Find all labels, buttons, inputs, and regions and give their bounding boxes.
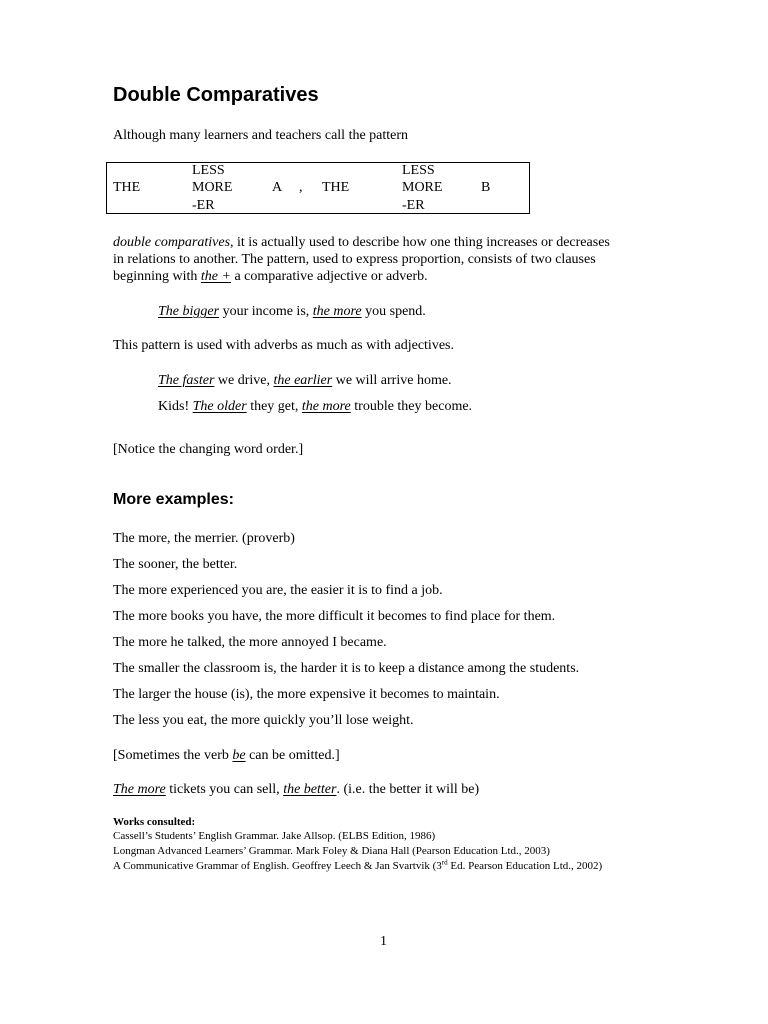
example-sentence-2: The faster we drive, the earlier we will arrive home. xyxy=(158,373,452,388)
more-example: The more experienced you are, the easier it is to find a job. xyxy=(113,583,443,598)
reference-item: Longman Advanced Learners’ Grammar. Mark Foley & Diana Hall (Pearson Education Ltd., 2003) xyxy=(113,845,550,857)
more-example: The less you eat, the more quickly you’ll lose weight. xyxy=(113,713,414,728)
description-line-2: in relations to another. The pattern, used to express proportion, consists of two clauses xyxy=(113,252,596,267)
pattern-comma: , xyxy=(299,180,303,195)
pattern-er-right: -ER xyxy=(402,198,425,213)
term-double-comparatives: double comparatives xyxy=(113,235,231,250)
the-plus-phrase: the + xyxy=(200,269,231,284)
pattern-more-left: MORE xyxy=(192,180,233,195)
pattern-more-right: MORE xyxy=(402,180,443,195)
pattern-er-left: -ER xyxy=(192,198,215,213)
pattern-the-left: THE xyxy=(113,180,141,195)
more-example: The smaller the classroom is, the harder it is to keep a distance among the students. xyxy=(113,661,580,676)
works-consulted-heading: Works consulted: xyxy=(113,816,196,828)
pattern-box xyxy=(106,162,530,214)
reference-item: A Communicative Grammar of English. Geoffrey Leech & Jan Svartvik (3rd Ed. Pearson Education Ltd., 2002) xyxy=(113,858,603,872)
example-sentence-3: Kids! The older they get, the more trouble they become. xyxy=(158,399,473,414)
more-example: The more he talked, the more annoyed I became. xyxy=(113,635,387,650)
more-example: The more, the merrier. (proverb) xyxy=(113,531,295,546)
description-line-1: double comparatives, it is actually used to describe how one thing increases or decreases xyxy=(113,235,610,250)
intro-text: Although many learners and teachers call the pattern xyxy=(113,128,409,143)
example-sentence-4: The more tickets you can sell, the better. (i.e. the better it will be) xyxy=(113,782,480,797)
pattern-the-right: THE xyxy=(322,180,350,195)
pattern-less-left: LESS xyxy=(192,163,225,178)
omit-verb-note: [Sometimes the verb be can be omitted.] xyxy=(113,748,340,763)
word-order-note: [Notice the changing word order.] xyxy=(113,442,304,457)
pattern-a: A xyxy=(272,180,283,195)
example-sentence-1: The bigger your income is, the more you spend. xyxy=(158,304,426,319)
page-number: 1 xyxy=(380,934,387,949)
page-title: Double Comparatives xyxy=(113,84,319,106)
pattern-b: B xyxy=(481,180,491,195)
more-examples-heading: More examples: xyxy=(113,491,234,508)
more-example: The larger the house (is), the more expensive it becomes to maintain. xyxy=(113,687,500,702)
description-line-3: beginning with the + a comparative adjective or adverb. xyxy=(113,269,428,284)
reference-item: Cassell’s Students’ English Grammar. Jake Allsop. (ELBS Edition, 1986) xyxy=(113,830,436,842)
adverbs-note: This pattern is used with adverbs as much as with adjectives. xyxy=(113,338,454,353)
more-example: The more books you have, the more difficult it becomes to find place for them. xyxy=(113,609,556,624)
pattern-less-right: LESS xyxy=(402,163,435,178)
more-example: The sooner, the better. xyxy=(113,557,238,572)
